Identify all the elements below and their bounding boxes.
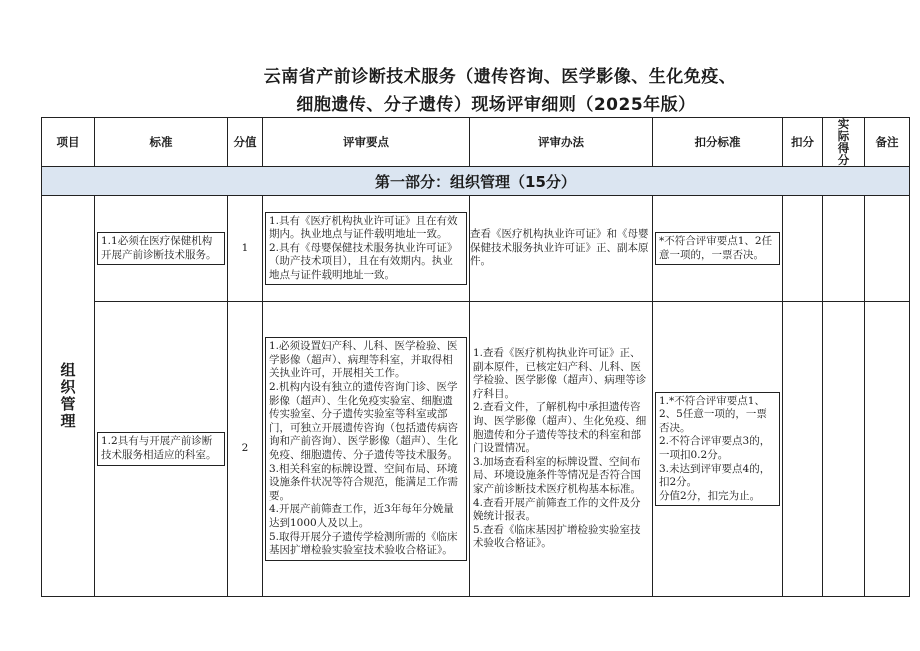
item-label: 组织管理 xyxy=(58,362,77,430)
table-row xyxy=(42,196,910,302)
header-item: 项目 xyxy=(42,118,95,167)
header-remarks: 备注 xyxy=(865,118,910,167)
score-cell: 2 xyxy=(228,302,263,597)
points-text: 1.具有《医疗机构执业许可证》且在有效期内。执业地点与证件载明地址一致。 2.具有《母婴保健技术服务执业许可证》（助产技术项目），且在有效期内。执业地点与证件载明地址一致。 xyxy=(265,212,467,286)
actual-score-cell[interactable] xyxy=(823,196,865,302)
points-text: 1.必须设置妇产科、儿科、医学检验、医学影像（超声）、病理等科室，并取得相关执业许可，开展相关工作。 2.机构内设有独立的遗传咨询门诊、医学影像（超声）、生化免疫实验室、细胞遗传实验室、分子遗传实验室等科室或部门，可独立开展遗传咨询（包括遗传病咨询和产前咨询）、医学影像（超声）、生化免疫、细胞遗传、分子遗传等技术服务。 3.相关科室的标牌设置、空间布局、环境设施条件状况等符合规范，能满足工作需要。 4.开展产前筛查工作，近3年每年分娩量达到1000人及以上。 5.取得开展分子遗传学检测所需的《临床基因扩增检验实验室技术验收合格证》。 xyxy=(265,337,467,561)
review-table xyxy=(41,117,910,597)
standard-text: 1.2具有与开展产前诊断技术服务相适应的科室。 xyxy=(97,432,225,465)
header-review-method: 评审办法 xyxy=(470,118,653,167)
standard-text: 1.1必须在医疗保健机构开展产前诊断技术服务。 xyxy=(97,232,225,265)
section-row xyxy=(42,167,910,196)
points-cell xyxy=(263,196,470,302)
item-cell xyxy=(42,196,95,597)
section-title: 第一部分：组织管理（15分） xyxy=(42,167,910,196)
document-title-line2: 细胞遗传、分子遗传）现场评审细则（2025年版） xyxy=(296,95,696,115)
standard-cell xyxy=(95,196,228,302)
header-actual-score: 实际得分 xyxy=(823,118,865,167)
header-standard: 标准 xyxy=(95,118,228,167)
deduction-text: *不符合评审要点1、2任意一项的，一票否决。 xyxy=(655,232,780,265)
header-deduction-standard: 扣分标准 xyxy=(653,118,783,167)
header-deduction: 扣分 xyxy=(783,118,823,167)
deduct-input-cell[interactable] xyxy=(783,196,823,302)
deduction-text: 1.*不符合评审要点1、2、5任意一项的，一票否决。 2.不符合评审要点3的，一项扣0.2分。 3.未达到评审要点4的，扣2分。 分值2分，扣完为止。 xyxy=(655,392,780,507)
standard-cell xyxy=(95,302,228,597)
method-text: 1.查看《医疗机构执业许可证》正、副本原件，已核定妇产科、儿科、医学检验、医学影像（超声）、病理等诊疗科目。 2.查看文件，了解机构中承担遗传咨询、医学影像（超声）、生化免疫、细胞遗传和分子遗传等技术的科室和部门设置情况。 3.加场查看科室的标牌设置、空间布局、环境设施条件等情况是否符合国家产前诊断技术医疗机构基本标准。 4.查看开展产前筛查工作的文件及分娩统计报表。 5.查看《临床基因扩增检验实验室技术验收合格证》。 xyxy=(473,347,647,550)
deduction-cell xyxy=(653,302,783,597)
deduct-input-cell[interactable] xyxy=(783,302,823,597)
document-title-line1: 云南省产前诊断技术服务（遗传咨询、医学影像、生化免疫、 xyxy=(263,67,737,87)
score-cell: 1 xyxy=(228,196,263,302)
method-cell xyxy=(470,302,653,597)
method-cell: 查看《医疗机构执业许可证》和《母婴保健技术服务执业许可证》正、副本原件。 xyxy=(470,196,653,302)
header-score: 分值 xyxy=(228,118,263,167)
header-row xyxy=(42,118,910,167)
table-row xyxy=(42,302,910,597)
points-cell xyxy=(263,302,470,597)
header-review-points: 评审要点 xyxy=(263,118,470,167)
remarks-cell[interactable] xyxy=(865,302,910,597)
actual-score-cell[interactable] xyxy=(823,302,865,597)
deduction-cell xyxy=(653,196,783,302)
remarks-cell[interactable] xyxy=(865,196,910,302)
